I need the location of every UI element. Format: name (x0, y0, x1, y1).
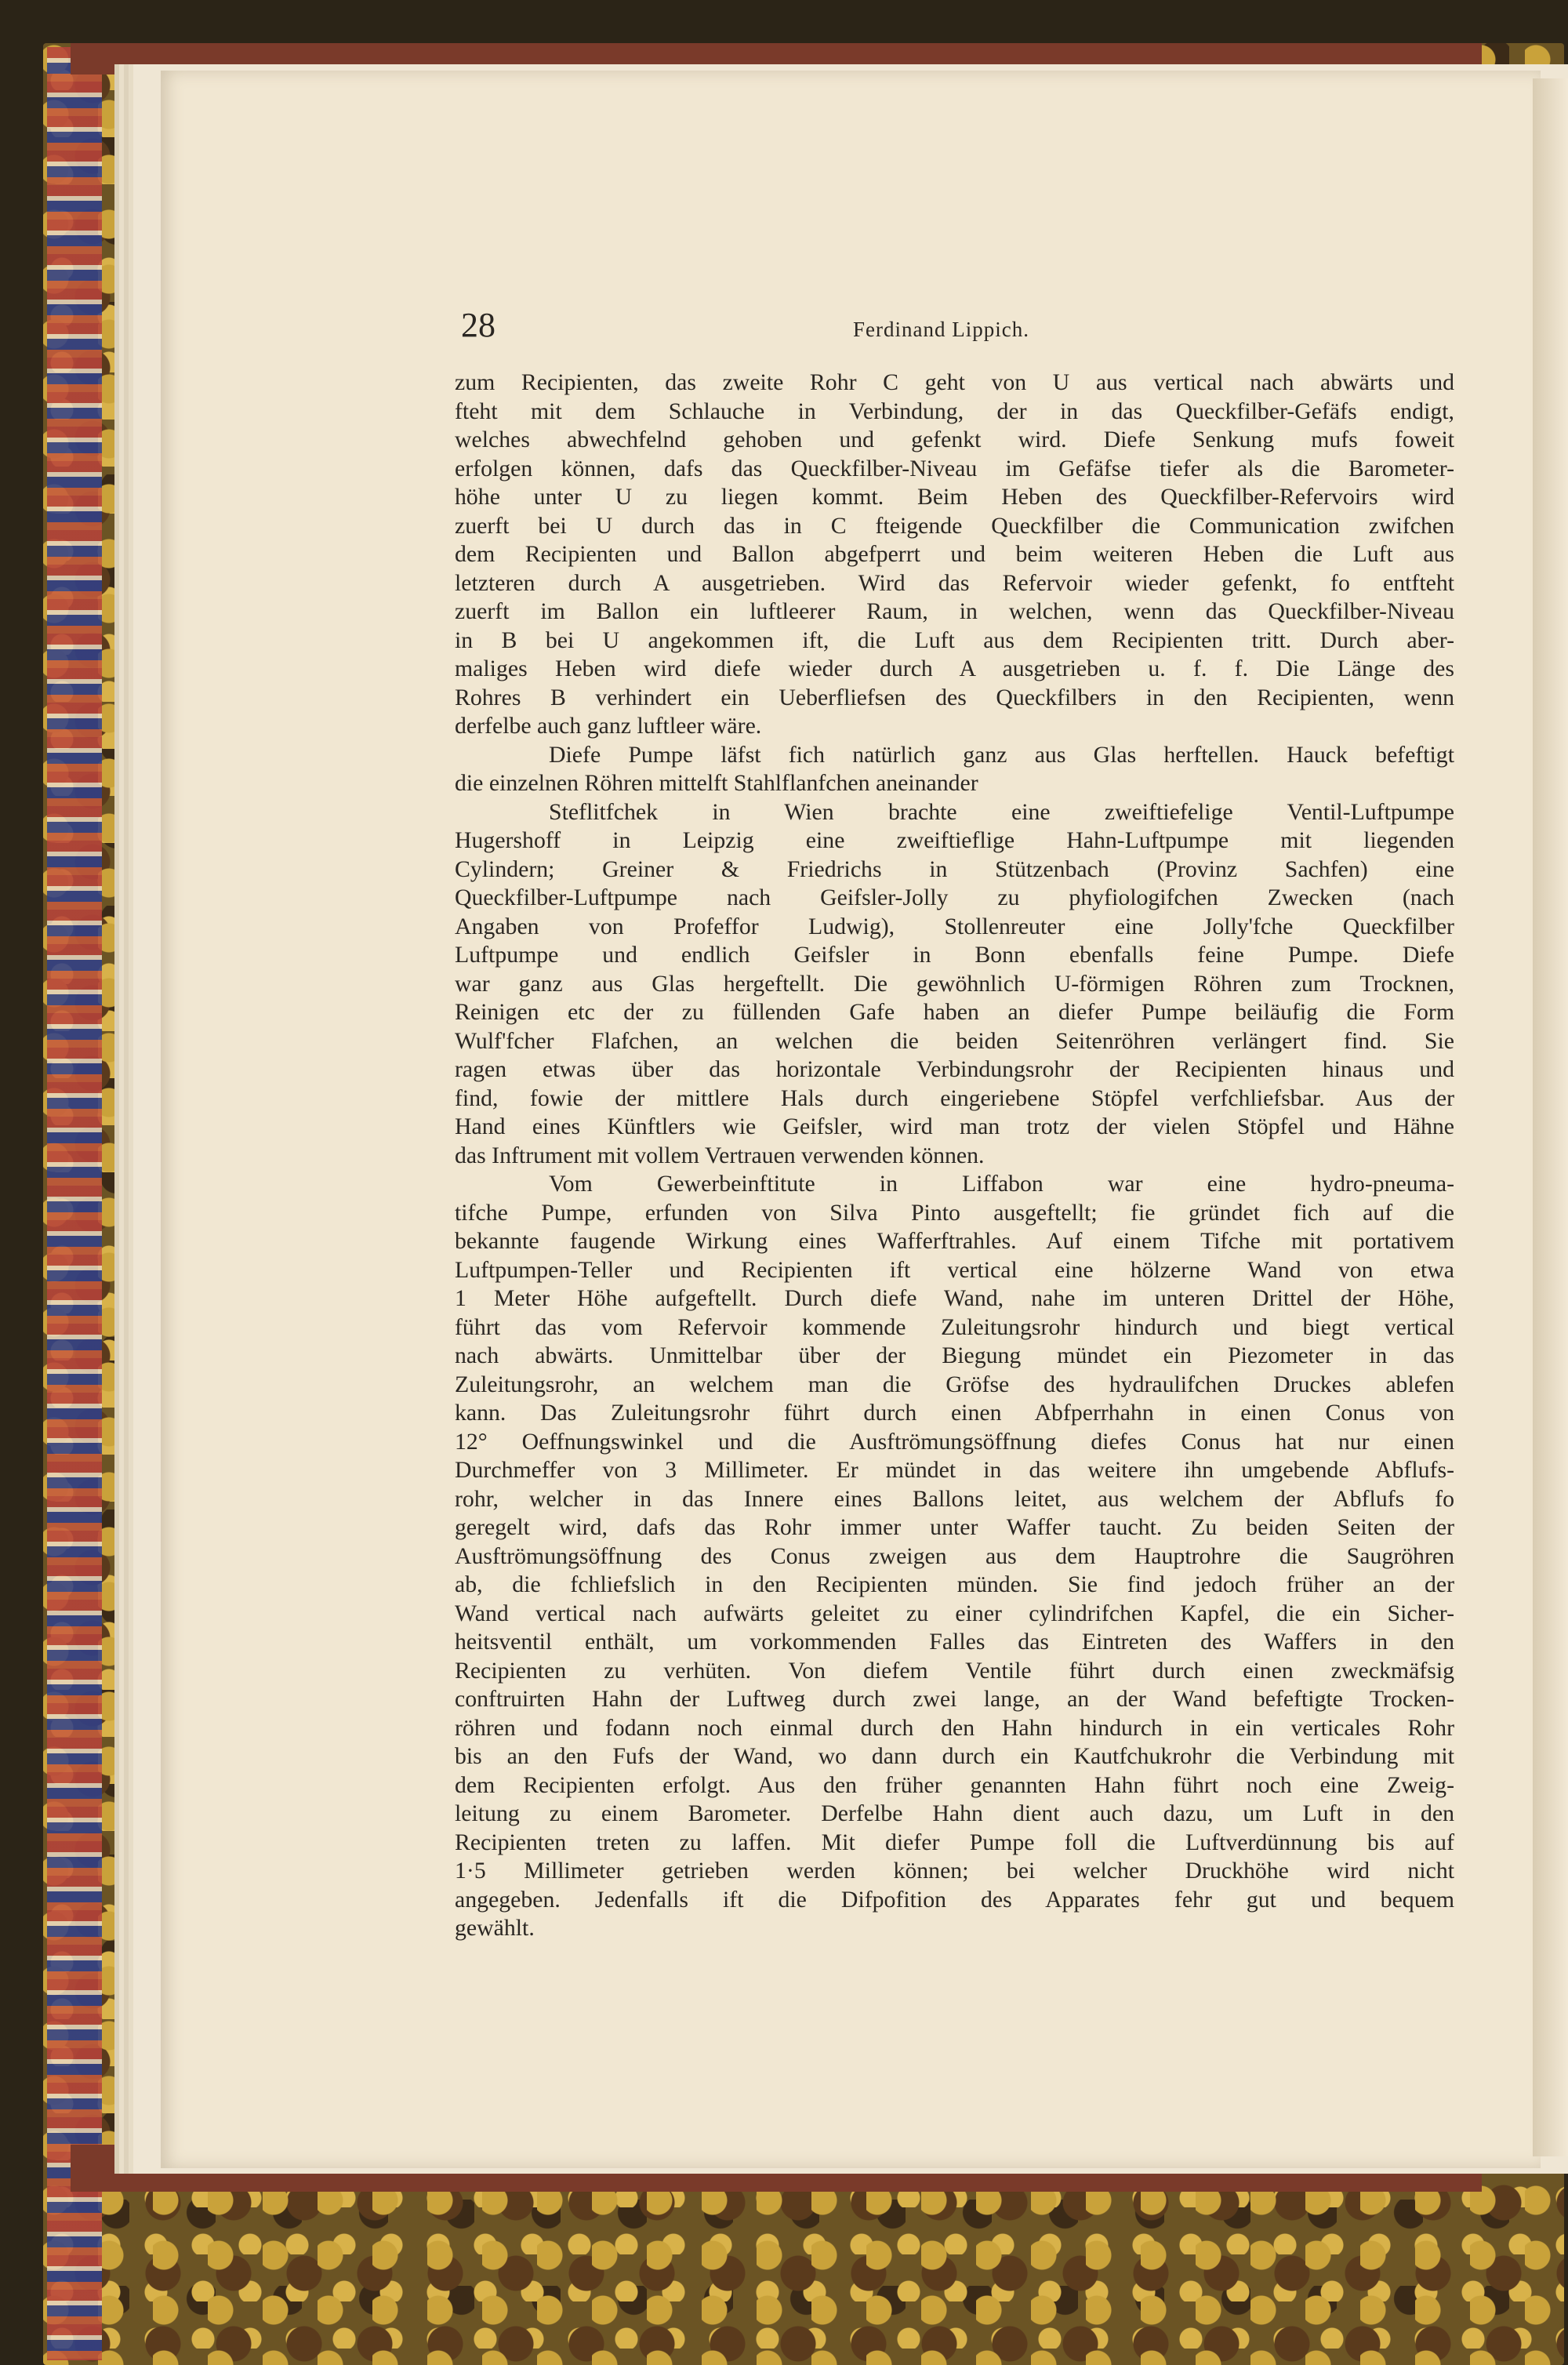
text-line: 1 Meter Höhe aufgeftellt. Durch diefe Wand, nahe im unteren Drittel der Höhe, (455, 1285, 1454, 1311)
text-line: derfelbe auch ganz luftleer wäre. (455, 713, 762, 739)
text-line: heitsventil enthält, um vorkommenden Falles das Eintreten des Waffers in den (455, 1629, 1454, 1655)
page-number: 28 (461, 306, 495, 344)
text-line: dem Recipienten erfolgt. Aus den früher genannten Hahn führt noch eine Zweig- (455, 1771, 1454, 1798)
text-line: zuerft bei U durch das in C fteigende Queckfilber die Communication zwifchen (455, 512, 1454, 539)
text-line: das Inftrument mit vollem Vertrauen verwenden können. (455, 1142, 985, 1168)
text-line: Wand vertical nach aufwärts geleitet zu einer cylindrifchen Kapfel, die ein Sicher- (455, 1600, 1454, 1626)
text-line: conftruirten Hahn der Luftweg durch zwei lange, an der Wand befeftigte Trocken- (455, 1686, 1454, 1712)
text-line: in B bei U angekommen ift, die Luft aus dem Recipienten tritt. Durch aber- (455, 627, 1454, 653)
text-line: Luftpumpe und endlich Geifsler in Bonn ebenfalls feine Pumpe. Diefe (455, 942, 1454, 968)
text-line: Rohres B verhindert ein Ueberfliefsen des Queckfilbers in den Recipienten, wenn (455, 684, 1454, 710)
text-line: Hugershoff in Leipzig eine zweiftieflige Hahn-Luftpumpe mit liegenden (455, 827, 1454, 853)
text-line: war ganz aus Glas hergeftellt. Die gewöhnlich U-förmigen Röhren zum Trocknen, (455, 970, 1454, 997)
text-line: welches abwechfelnd gehoben und gefenkt wird. Diefe Senkung mufs foweit (455, 427, 1454, 452)
text-line: Recipienten zu verhüten. Von diefem Ventile führt durch einen zweckmäfsig (455, 1657, 1454, 1684)
text-line: zum Recipienten, das zweite Rohr C geht von U aus vertical nach abwärts und (455, 369, 1454, 395)
text-line: letzteren durch A ausgetrieben. Wird das Refervoir wieder gefenkt, fo entfteht (455, 569, 1454, 596)
text-line: Zuleitungsrohr, an welchem man die Gröfse des hydraulifchen Druckes ablefen (455, 1371, 1454, 1397)
text-line: rohr, welcher in das Innere eines Ballons leitet, aus welchem der Abflufs fo (455, 1485, 1454, 1512)
text-line: röhren und fodann noch einmal durch den Hahn hindurch in ein verticales Rohr (455, 1714, 1454, 1741)
text-line: bis an den Fufs der Wand, wo dann durch ein Kautfchukrohr die Verbindung mit (455, 1743, 1454, 1769)
text-line: führt das vom Refervoir kommende Zuleitungsrohr hindurch und biegt vertical (455, 1313, 1454, 1340)
page-gutter (1533, 78, 1568, 2156)
text-line: angegeben. Jedenfalls ift die Difpofition des Apparates fehr gut und bequem (455, 1886, 1454, 1913)
text-line: Steflitfchek in Wien brachte eine zweiftiefelige Ventil-Luftpumpe (549, 798, 1454, 825)
text-line: find, fowie der mittlere Hals durch eingeriebene Stöpfel verfchliefsbar. Aus der (455, 1084, 1454, 1111)
text-line: Luftpumpen-Teller und Recipienten ift vertical eine hölzerne Wand von etwa (455, 1256, 1454, 1283)
text-line: bekannte faugende Wirkung eines Wafferftrahles. Auf einem Tifche mit portativem (455, 1228, 1454, 1254)
text-line: zuerft im Ballon ein luftleerer Raum, in welchen, wenn das Queckfilber-Niveau (455, 598, 1454, 624)
text-line: die einzelnen Röhren mittelft Stahlflanfchen aneinander (455, 770, 978, 796)
text-line: tifche Pumpe, erfunden von Silva Pinto ausgeftellt; fie gründet fich auf die (455, 1199, 1454, 1226)
text-line: ragen etwas über das horizontale Verbindungsrohr der Recipienten hinaus und (455, 1056, 1454, 1082)
text-line: Angaben von Profeffor Ludwig), Stollenreuter eine Jolly'fche Queckfilber (455, 913, 1454, 939)
text-line: Diefe Pumpe läfst fich natürlich ganz aus Glas herftellen. Hauck befeftigt (549, 741, 1454, 768)
text-line: Recipienten treten zu laffen. Mit diefer Pumpe foll die Luftverdünnung bis auf (455, 1829, 1454, 1855)
body-text (455, 369, 1454, 1943)
text-line: Reinigen etc der zu füllenden Gafe haben an diefer Pumpe beiläufig die Form (455, 999, 1454, 1025)
text-line: Cylindern; Greiner & Friedrichs in Stützenbach (Provinz Sachfen) eine (455, 856, 1454, 882)
text-line: maliges Heben wird diefe wieder durch A ausgetrieben u. f. f. Die Länge des (455, 656, 1454, 681)
text-line: höhe unter U zu liegen kommt. Beim Heben des Queckfilber-Refervoirs wird (455, 484, 1454, 510)
text-line: Vom Gewerbeinftitute in Liffabon war eine hydro-pneuma- (549, 1171, 1454, 1197)
text-line: dem Recipienten und Ballon abgefperrt und beim weiteren Heben die Luft aus (455, 541, 1454, 567)
running-head: Ferdinand Lippich. (853, 318, 1029, 341)
text-line: Queckfilber-Luftpumpe nach Geifsler-Jolly zu phyfiologifchen Zwecken (nach (455, 885, 1454, 910)
page-header (461, 302, 1457, 349)
text-line: 12° Oeffnungswinkel und die Ausftrömungsöffnung diefes Conus hat nur einen (455, 1428, 1454, 1455)
text-line: gewählt. (455, 1915, 535, 1941)
text-line: leitung zu einem Barometer. Derfelbe Hahn dient auch dazu, um Luft in den (455, 1800, 1454, 1826)
text-line: fteht mit dem Schlauche in Verbindung, der in das Queckfilber-Gefäfs endigt, (455, 398, 1454, 424)
text-line: ab, die fchliefslich in den Recipienten münden. Sie find jedoch früher an der (455, 1571, 1454, 1597)
text-line: Durchmeffer von 3 Millimeter. Er mündet in das weitere ihn umgebende Abflufs- (455, 1457, 1454, 1483)
book-edge-marbling (47, 47, 102, 2360)
text-line: Ausftrömungsöffnung des Conus zweigen aus dem Hauptrohre die Saugröhren (455, 1542, 1454, 1569)
text-line: Wulf'fcher Flafchen, an welchen die beiden Seitenröhren verlängert find. Sie (455, 1027, 1454, 1054)
text-line: nach abwärts. Unmittelbar über der Biegung mündet ein Piezometer in das (455, 1342, 1454, 1368)
text-line: 1·5 Millimeter getrieben werden können; bei welcher Druckhöhe wird nicht (455, 1858, 1454, 1884)
text-line: erfolgen können, dafs das Queckfilber-Niveau im Gefäfse tiefer als die Barometer- (455, 455, 1454, 481)
text-line: kann. Das Zuleitungsrohr führt durch einen Abfperrhahn in einen Conus von (455, 1400, 1454, 1426)
text-line: geregelt wird, dafs das Rohr immer unter Waffer taucht. Zu beiden Seiten der (455, 1514, 1454, 1540)
text-line: Hand eines Künftlers wie Geifsler, wird man trotz der vielen Stöpfel und Hähne (455, 1113, 1454, 1139)
